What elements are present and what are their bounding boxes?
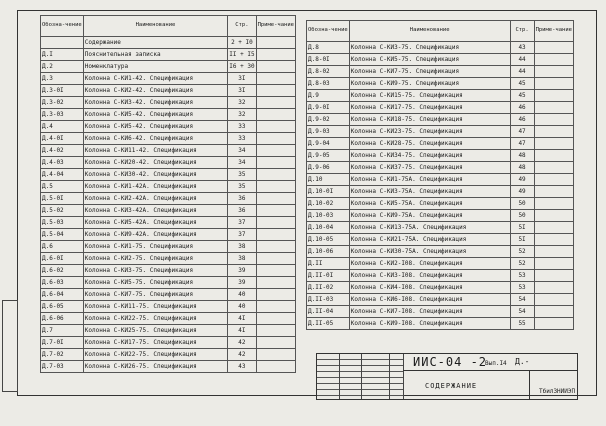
row-note — [256, 61, 295, 73]
row-code: Д.9-02 — [307, 114, 350, 126]
row-page: 44 — [510, 54, 534, 66]
header-code: Обозна-чение — [41, 16, 84, 37]
row-note — [534, 78, 573, 90]
table-row — [41, 181, 296, 193]
row-page: 33 — [228, 133, 256, 145]
table-row — [41, 301, 296, 313]
table-row — [307, 186, 574, 198]
row-code: Д.6-03 — [41, 277, 84, 289]
row-name: Колонна С-КИ3-42. Спецификация — [83, 97, 228, 109]
row-page: 33 — [228, 121, 256, 133]
row-name: Колонна С-КИ5-42. Спецификация — [83, 109, 228, 121]
row-name: Колонна С-КИ6-42. Спецификация — [83, 133, 228, 145]
row-code: Д.6 — [41, 241, 84, 253]
row-page: 43 — [510, 42, 534, 54]
row-note — [534, 138, 573, 150]
row-name: Колонна С-КИ7-75. Спецификация — [349, 66, 510, 78]
row-note — [534, 234, 573, 246]
row-code: Д.5-02 — [41, 205, 84, 217]
row-code: Д.5-03 — [41, 217, 84, 229]
row-name: Колонна С-КИ7-I08. Спецификация — [349, 306, 510, 318]
row-page: 47 — [510, 138, 534, 150]
table-row — [41, 61, 296, 73]
row-page: 53 — [510, 282, 534, 294]
header-note: Приме-чание — [256, 16, 295, 37]
table-row — [41, 97, 296, 109]
row-note — [256, 37, 295, 49]
row-code: Д.4-04 — [41, 169, 84, 181]
row-name: Пояснительная записка — [83, 49, 228, 61]
row-name: Колонна С-КИ15-75. Спецификация — [349, 90, 510, 102]
table-row — [307, 210, 574, 222]
row-name: Колонна С-КИ6-I08. Спецификация — [349, 294, 510, 306]
row-note — [256, 229, 295, 241]
table-row — [307, 222, 574, 234]
row-page: 54 — [510, 306, 534, 318]
row-page: 40 — [228, 301, 256, 313]
header-page: Стр. — [228, 16, 256, 37]
row-note — [534, 318, 573, 330]
issue-label: Вып.I4 — [485, 360, 507, 367]
row-page: 47 — [510, 126, 534, 138]
row-name: Колонна С-КИ9-75А. Спецификация — [349, 210, 510, 222]
row-code: Д.II-02 — [307, 282, 350, 294]
row-note — [256, 133, 295, 145]
row-name: Колонна С-КИ1-75. Спецификация — [83, 241, 228, 253]
row-name: Колонна С-КИ1-42А. Спецификация — [83, 181, 228, 193]
row-page: 32 — [228, 109, 256, 121]
row-note — [256, 97, 295, 109]
row-name: Колонна С-КИ2-75. Спецификация — [83, 253, 228, 265]
title-block — [316, 353, 578, 400]
row-page: 35 — [228, 181, 256, 193]
table-row — [307, 306, 574, 318]
row-page: 54 — [510, 294, 534, 306]
document-number: ИИС-04 -2 — [413, 355, 488, 369]
row-code: Д.10-05 — [307, 234, 350, 246]
row-page: 52 — [510, 246, 534, 258]
row-code: Д.7-0I — [41, 337, 84, 349]
table-row — [307, 102, 574, 114]
row-page: 55 — [510, 318, 534, 330]
table-row — [41, 289, 296, 301]
row-note — [256, 169, 295, 181]
row-name: Колонна С-КИ17-75. Спецификация — [83, 337, 228, 349]
row-name: Колонна С-КИ5-75. Спецификация — [349, 54, 510, 66]
row-name: Колонна С-КИ9-I08. Спецификация — [349, 318, 510, 330]
row-name: Колонна С-КИ17-75. Спецификация — [349, 102, 510, 114]
organization-code: ТбилЗНИИЭП — [539, 388, 576, 395]
row-code: Д.I — [41, 49, 84, 61]
row-name: Колонна С-КИ22-75. Спецификация — [83, 349, 228, 361]
table-row — [41, 85, 296, 97]
row-note — [256, 109, 295, 121]
row-code: Д.7 — [41, 325, 84, 337]
row-page: 37 — [228, 229, 256, 241]
row-name: Колонна С-КИ28-75. Спецификация — [349, 138, 510, 150]
header-page: Стр. — [510, 21, 534, 42]
table-row — [307, 114, 574, 126]
row-name: Колонна С-КИ11-75. Спецификация — [83, 301, 228, 313]
row-page: 45 — [510, 90, 534, 102]
row-page: 46 — [510, 114, 534, 126]
row-code: Д.10-0I — [307, 186, 350, 198]
row-note — [256, 73, 295, 85]
row-code: Д.4 — [41, 121, 84, 133]
row-code: Д.2 — [41, 61, 84, 73]
row-name: Колонна С-КИ4-I08. Спецификация — [349, 282, 510, 294]
table-row — [307, 234, 574, 246]
table-row — [307, 42, 574, 54]
row-note — [256, 265, 295, 277]
table-row — [41, 49, 296, 61]
table-row — [41, 109, 296, 121]
row-code: Д.10-04 — [307, 222, 350, 234]
row-name: Колонна С-КИ11-42. Спецификация — [83, 145, 228, 157]
table-header-row — [307, 21, 574, 42]
table-row — [41, 193, 296, 205]
row-note — [534, 294, 573, 306]
row-name: Колонна С-КИ25-75. Спецификация — [83, 325, 228, 337]
row-page: 34 — [228, 157, 256, 169]
table-row — [41, 241, 296, 253]
header-note: Приме-чание — [534, 21, 573, 42]
row-page: 2 + I0 — [228, 37, 256, 49]
row-name: Колонна С-КИ30-75А. Спецификация — [349, 246, 510, 258]
row-name: Колонна С-КИ2-42А. Спецификация — [83, 193, 228, 205]
row-code: Д.8-02 — [307, 66, 350, 78]
row-note — [256, 205, 295, 217]
table-row — [41, 361, 296, 373]
table-row — [41, 73, 296, 85]
row-note — [256, 289, 295, 301]
row-note — [534, 222, 573, 234]
row-name: Колонна С-КИ3-75. Спецификация — [349, 42, 510, 54]
row-note — [534, 114, 573, 126]
table-row — [41, 121, 296, 133]
row-name: Колонна С-КИ5-75. Спецификация — [83, 277, 228, 289]
table-row — [41, 337, 296, 349]
row-note — [256, 85, 295, 97]
row-page: 4I — [228, 313, 256, 325]
row-code: Д.3-02 — [41, 97, 84, 109]
table-row — [41, 313, 296, 325]
row-page: 49 — [510, 186, 534, 198]
row-code: Д.9 — [307, 90, 350, 102]
row-note — [534, 258, 573, 270]
row-page: 38 — [228, 253, 256, 265]
row-note — [534, 246, 573, 258]
row-code: Д.6-06 — [41, 313, 84, 325]
row-name: Колонна С-КИ3-75А. Спецификация — [349, 186, 510, 198]
row-code: Д.10 — [307, 174, 350, 186]
row-code: Д.3-0I — [41, 85, 84, 97]
row-name: Колонна С-КИ18-75. Спецификация — [349, 114, 510, 126]
row-page: 46 — [510, 102, 534, 114]
row-note — [534, 198, 573, 210]
row-name: Колонна С-КИ3-I08. Спецификация — [349, 270, 510, 282]
header-name: Наименование — [349, 21, 510, 42]
table-row — [41, 145, 296, 157]
row-note — [534, 102, 573, 114]
row-page: 52 — [510, 258, 534, 270]
table-row — [41, 277, 296, 289]
row-name: Колонна С-КИ1-75А. Спецификация — [349, 174, 510, 186]
row-page: 5I — [510, 222, 534, 234]
side-stamp — [2, 300, 18, 392]
row-page: 53 — [510, 270, 534, 282]
row-code: Д.II-0I — [307, 270, 350, 282]
table-row — [41, 229, 296, 241]
row-page: 43 — [228, 361, 256, 373]
row-name: Колонна С-КИ1-42. Спецификация — [83, 73, 228, 85]
table-row — [307, 198, 574, 210]
row-page: 5I — [510, 234, 534, 246]
row-note — [534, 306, 573, 318]
row-page: 49 — [510, 174, 534, 186]
table-row — [307, 150, 574, 162]
row-name: Содержание — [83, 37, 228, 49]
row-code: Д.10-03 — [307, 210, 350, 222]
row-code: Д.II-03 — [307, 294, 350, 306]
row-page: I6 + 30 — [228, 61, 256, 73]
row-page: 39 — [228, 277, 256, 289]
row-name: Колонна С-КИ9-75. Спецификация — [349, 78, 510, 90]
row-name: Колонна С-КИ22-75. Спецификация — [83, 313, 228, 325]
row-code: Д.6-0I — [41, 253, 84, 265]
row-note — [256, 157, 295, 169]
row-code: Д.II-05 — [307, 318, 350, 330]
row-code: Д.8-03 — [307, 78, 350, 90]
table-row — [307, 174, 574, 186]
row-name: Колонна С-КИ21-75А. Спецификация — [349, 234, 510, 246]
row-note — [256, 181, 295, 193]
row-page: 35 — [228, 169, 256, 181]
row-page: 44 — [510, 66, 534, 78]
row-name: Колонна С-КИ2-I08. Спецификация — [349, 258, 510, 270]
row-code: Д.7-02 — [41, 349, 84, 361]
table-row — [307, 162, 574, 174]
row-note — [256, 253, 295, 265]
row-code: Д.3 — [41, 73, 84, 85]
row-note — [534, 54, 573, 66]
table-row — [307, 318, 574, 330]
row-name: Колонна С-КИ3-42А. Спецификация — [83, 205, 228, 217]
table-header-row — [41, 16, 296, 37]
row-name: Колонна С-КИ26-75. Спецификация — [83, 361, 228, 373]
row-note — [534, 270, 573, 282]
row-code: Д.9-06 — [307, 162, 350, 174]
row-note — [256, 145, 295, 157]
row-page: 50 — [510, 210, 534, 222]
row-page: 50 — [510, 198, 534, 210]
row-note — [256, 325, 295, 337]
row-name: Колонна С-КИ3-75. Спецификация — [83, 265, 228, 277]
row-note — [256, 193, 295, 205]
row-code: Д.8-0I — [307, 54, 350, 66]
table-row — [307, 270, 574, 282]
table-row — [41, 169, 296, 181]
table-row — [41, 253, 296, 265]
row-page: 42 — [228, 337, 256, 349]
row-note — [256, 121, 295, 133]
row-note — [534, 90, 573, 102]
row-page: 42 — [228, 349, 256, 361]
header-code: Обозна-чение — [307, 21, 350, 42]
row-code: Д.9-05 — [307, 150, 350, 162]
row-note — [534, 174, 573, 186]
row-code: Д.8 — [307, 42, 350, 54]
row-name: Колонна С-КИ37-75. Спецификация — [349, 162, 510, 174]
row-code: Д.5 — [41, 181, 84, 193]
row-code: Д.5-04 — [41, 229, 84, 241]
row-code: Д.10-06 — [307, 246, 350, 258]
row-code: Д.6-02 — [41, 265, 84, 277]
row-name: Колонна С-КИ34-75. Спецификация — [349, 150, 510, 162]
row-page: 39 — [228, 265, 256, 277]
row-code: Д.3-03 — [41, 109, 84, 121]
row-code: Д.II — [307, 258, 350, 270]
contents-table-left — [40, 15, 296, 373]
row-note — [534, 186, 573, 198]
row-page: 48 — [510, 150, 534, 162]
row-name: Колонна С-КИ2-42. Спецификация — [83, 85, 228, 97]
table-row — [41, 325, 296, 337]
row-name: Колонна С-КИ5-42А. Спецификация — [83, 217, 228, 229]
row-name: Колонна С-КИ20-42. Спецификация — [83, 157, 228, 169]
row-page: 37 — [228, 217, 256, 229]
row-code: Д.4-02 — [41, 145, 84, 157]
row-code: Д.9-03 — [307, 126, 350, 138]
table-row — [307, 246, 574, 258]
row-code: Д.6-05 — [41, 301, 84, 313]
table-row — [41, 133, 296, 145]
sheet-number: Д.- — [515, 357, 530, 366]
table-row — [307, 282, 574, 294]
row-note — [534, 162, 573, 174]
document-name: СОДЕРЖАНИЕ — [425, 382, 478, 390]
row-page: II + I5 — [228, 49, 256, 61]
table-row — [307, 78, 574, 90]
row-page: 36 — [228, 193, 256, 205]
table-row — [307, 294, 574, 306]
table-row — [41, 217, 296, 229]
table-row — [41, 265, 296, 277]
row-page: 36 — [228, 205, 256, 217]
row-code: Д.6-04 — [41, 289, 84, 301]
row-page: 3I — [228, 85, 256, 97]
row-note — [256, 313, 295, 325]
table-row — [307, 54, 574, 66]
header-name: Наименование — [83, 16, 228, 37]
row-note — [256, 349, 295, 361]
row-name: Колонна С-КИ13-75А. Спецификация — [349, 222, 510, 234]
row-page: 38 — [228, 241, 256, 253]
row-page: 48 — [510, 162, 534, 174]
row-name: Колонна С-КИ5-42. Спецификация — [83, 121, 228, 133]
row-name: Колонна С-КИ5-75А. Спецификация — [349, 198, 510, 210]
table-row — [307, 258, 574, 270]
row-note — [534, 66, 573, 78]
row-name: Колонна С-КИ30-42. Спецификация — [83, 169, 228, 181]
row-name: Колонна С-КИ9-42А. Спецификация — [83, 229, 228, 241]
table-row — [41, 205, 296, 217]
table-row — [41, 37, 296, 49]
row-code: Д.9-0I — [307, 102, 350, 114]
row-page: 3I — [228, 73, 256, 85]
row-code — [41, 37, 84, 49]
table-row — [307, 126, 574, 138]
row-note — [256, 337, 295, 349]
row-page: 32 — [228, 97, 256, 109]
row-code: Д.7-03 — [41, 361, 84, 373]
row-note — [534, 150, 573, 162]
row-code: Д.II-04 — [307, 306, 350, 318]
row-code: Д.10-02 — [307, 198, 350, 210]
row-note — [256, 301, 295, 313]
row-name: Колонна С-КИ23-75. Спецификация — [349, 126, 510, 138]
row-page: 45 — [510, 78, 534, 90]
row-page: 4I — [228, 325, 256, 337]
row-code: Д.5-0I — [41, 193, 84, 205]
row-note — [534, 210, 573, 222]
row-note — [534, 126, 573, 138]
table-row — [41, 157, 296, 169]
row-page: 34 — [228, 145, 256, 157]
row-note — [256, 361, 295, 373]
row-code: Д.4-0I — [41, 133, 84, 145]
row-note — [256, 217, 295, 229]
row-code: Д.9-04 — [307, 138, 350, 150]
row-note — [256, 277, 295, 289]
row-name: Номенклатура — [83, 61, 228, 73]
row-note — [534, 282, 573, 294]
table-row — [41, 349, 296, 361]
table-row — [307, 66, 574, 78]
contents-table-right — [306, 20, 574, 330]
row-name: Колонна С-КИ7-75. Спецификация — [83, 289, 228, 301]
table-row — [307, 90, 574, 102]
row-note — [256, 241, 295, 253]
row-code: Д.4-03 — [41, 157, 84, 169]
row-note — [534, 42, 573, 54]
table-row — [307, 138, 574, 150]
row-note — [256, 49, 295, 61]
row-page: 40 — [228, 289, 256, 301]
